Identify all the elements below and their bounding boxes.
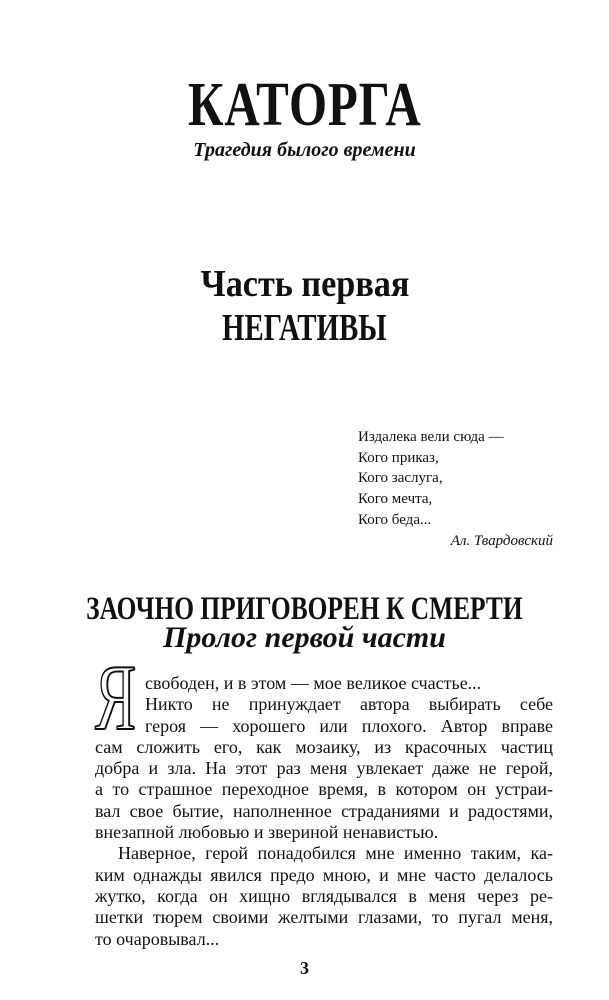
body-text	[95, 673, 553, 950]
body-line: жутко, когда он хищно вглядывался в меня через ре-	[95, 885, 553, 906]
drop-cap: Я	[95, 646, 136, 750]
body-line: вал свое бытие, наполненное страданиями и радостями,	[95, 800, 553, 821]
book-title	[0, 71, 609, 139]
body-line: а то страшное переходное время, в котором он устраи-	[95, 779, 553, 800]
part-name-text: НЕГАТИВЫ	[222, 307, 387, 349]
epigraph-line: Кого приказ,	[358, 449, 439, 466]
epigraph	[358, 427, 553, 551]
body-line: свободен, и в этом — мое великое счастье...	[145, 673, 482, 693]
part-label	[0, 265, 609, 303]
chapter-title-text: ЗАОЧНО ПРИГОВОРЕН К СМЕРТИ	[86, 591, 523, 627]
page-number: 3	[300, 958, 309, 978]
body-line: сам сложить его, как мозаику, из красочных частиц	[95, 736, 553, 757]
body-line: ким однажды явился предо мною, и мне часто делалось	[95, 864, 553, 885]
body-line: добра и зла. На этот раз меня увлекает даже не герой,	[95, 758, 553, 779]
body-line: Никто не принуждает автора выбирать себе	[145, 694, 553, 715]
epigraph-author: Ал. Твардовский	[450, 532, 553, 549]
book-subtitle: Трагедия былого времени	[193, 139, 416, 161]
body-line: героя — хорошего или плохого. Автор вправе	[145, 715, 553, 736]
body-line: шетки тюрем своими желтыми глазами, то пугал меня,	[95, 907, 553, 928]
body-line: внезапной любовью и звериной ненавистью.	[95, 822, 439, 843]
epigraph-line: Кого заслуга,	[358, 470, 443, 487]
epigraph-line: Издалека вели сюда —	[358, 429, 504, 445]
body-line: Наверное, герой понадобился мне именно таким, ка-	[118, 843, 553, 864]
part-label-text: Часть первая	[200, 263, 409, 305]
part-name	[0, 309, 609, 347]
chapter-subtitle: Пролог первой части	[163, 621, 446, 654]
book-title-text: КАТОРГА	[187, 71, 422, 139]
body-line: то очаровывал...	[95, 928, 220, 949]
epigraph-line: Кого мечта,	[358, 491, 433, 508]
epigraph-line: Кого беда...	[358, 511, 432, 528]
